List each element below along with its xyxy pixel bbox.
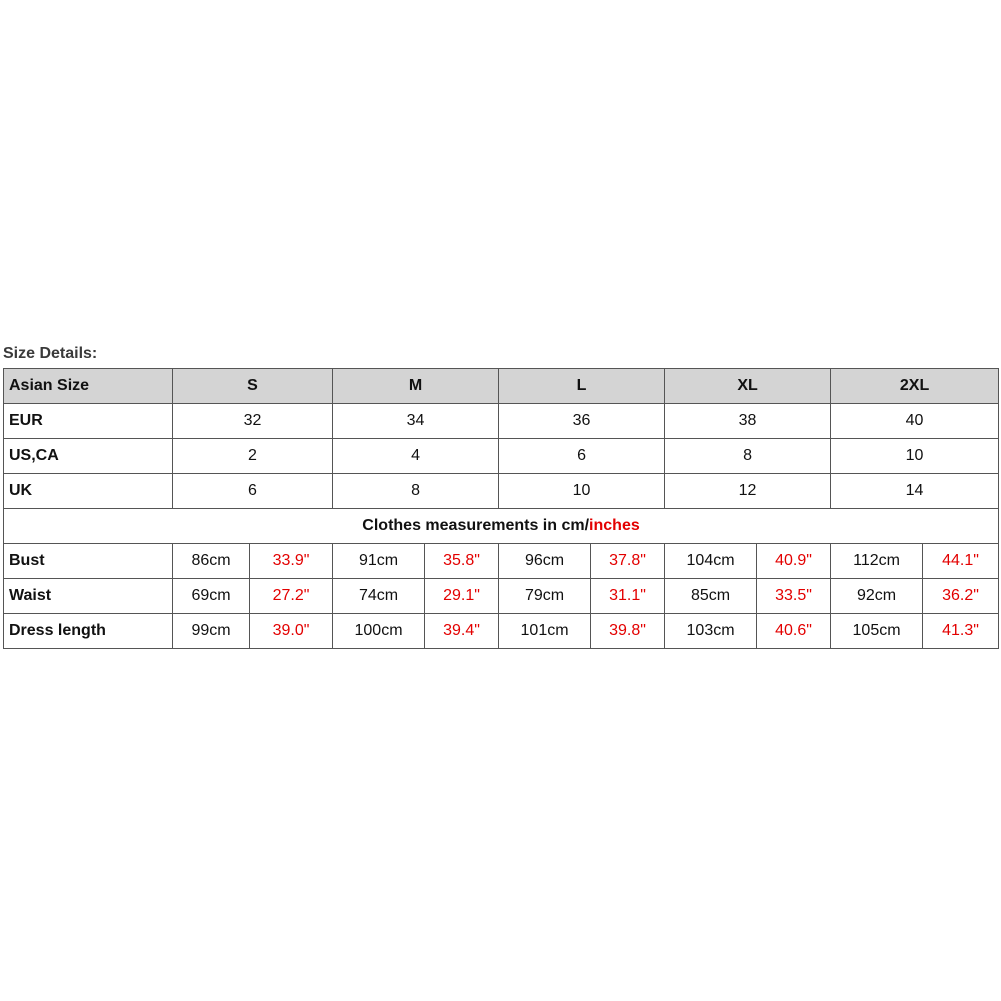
size-value-cell: 8	[665, 439, 831, 474]
cm-value-cell: 100cm	[333, 614, 425, 649]
section-heading-highlight: inches	[589, 517, 640, 534]
inch-value-cell: 37.8"	[591, 544, 665, 579]
row-label: Waist	[4, 579, 173, 614]
row-label: EUR	[4, 404, 173, 439]
inch-value-cell: 33.9"	[250, 544, 333, 579]
cm-value-cell: 74cm	[333, 579, 425, 614]
cm-value-cell: 85cm	[665, 579, 757, 614]
page-title: Size Details:	[3, 345, 98, 362]
header-row	[4, 369, 999, 404]
size-value-cell: 12	[665, 474, 831, 509]
cm-value-cell: 92cm	[831, 579, 923, 614]
size-header-cell: S	[173, 369, 333, 404]
row-label: Bust	[4, 544, 173, 579]
size-value-cell: 34	[333, 404, 499, 439]
inch-value-cell: 35.8"	[425, 544, 499, 579]
inch-value-cell: 39.8"	[591, 614, 665, 649]
size-value-cell: 2	[173, 439, 333, 474]
section-heading	[4, 509, 999, 544]
conversion-row	[4, 474, 999, 509]
size-value-cell: 8	[333, 474, 499, 509]
cm-value-cell: 103cm	[665, 614, 757, 649]
size-header-cell: M	[333, 369, 499, 404]
inch-value-cell: 33.5"	[757, 579, 831, 614]
measurement-row	[4, 614, 999, 649]
size-value-cell: 32	[173, 404, 333, 439]
section-heading-text: Clothes measurements in cm/	[362, 517, 590, 534]
inch-value-cell: 40.6"	[757, 614, 831, 649]
cm-value-cell: 101cm	[499, 614, 591, 649]
inch-value-cell: 40.9"	[757, 544, 831, 579]
section-row	[4, 509, 999, 544]
size-value-cell: 10	[831, 439, 999, 474]
cm-value-cell: 104cm	[665, 544, 757, 579]
size-value-cell: 40	[831, 404, 999, 439]
size-value-cell: 14	[831, 474, 999, 509]
cm-value-cell: 112cm	[831, 544, 923, 579]
row-label: US,CA	[4, 439, 173, 474]
cm-value-cell: 105cm	[831, 614, 923, 649]
size-value-cell: 6	[173, 474, 333, 509]
size-value-cell: 4	[333, 439, 499, 474]
conversion-row	[4, 439, 999, 474]
cm-value-cell: 79cm	[499, 579, 591, 614]
row-label: Dress length	[4, 614, 173, 649]
inch-value-cell: 39.4"	[425, 614, 499, 649]
inch-value-cell: 44.1"	[923, 544, 999, 579]
row-label: UK	[4, 474, 173, 509]
size-header-cell: 2XL	[831, 369, 999, 404]
inch-value-cell: 31.1"	[591, 579, 665, 614]
measurement-row	[4, 544, 999, 579]
cm-value-cell: 86cm	[173, 544, 250, 579]
size-value-cell: 36	[499, 404, 665, 439]
size-header-cell: XL	[665, 369, 831, 404]
size-table	[3, 368, 999, 649]
size-header-cell: L	[499, 369, 665, 404]
inch-value-cell: 41.3"	[923, 614, 999, 649]
size-value-cell: 6	[499, 439, 665, 474]
conversion-row	[4, 404, 999, 439]
cm-value-cell: 99cm	[173, 614, 250, 649]
size-value-cell: 10	[499, 474, 665, 509]
inch-value-cell: 29.1"	[425, 579, 499, 614]
inch-value-cell: 27.2"	[250, 579, 333, 614]
header-label: Asian Size	[4, 369, 173, 404]
measurement-row	[4, 579, 999, 614]
inch-value-cell: 39.0"	[250, 614, 333, 649]
size-value-cell: 38	[665, 404, 831, 439]
cm-value-cell: 91cm	[333, 544, 425, 579]
cm-value-cell: 69cm	[173, 579, 250, 614]
cm-value-cell: 96cm	[499, 544, 591, 579]
inch-value-cell: 36.2"	[923, 579, 999, 614]
